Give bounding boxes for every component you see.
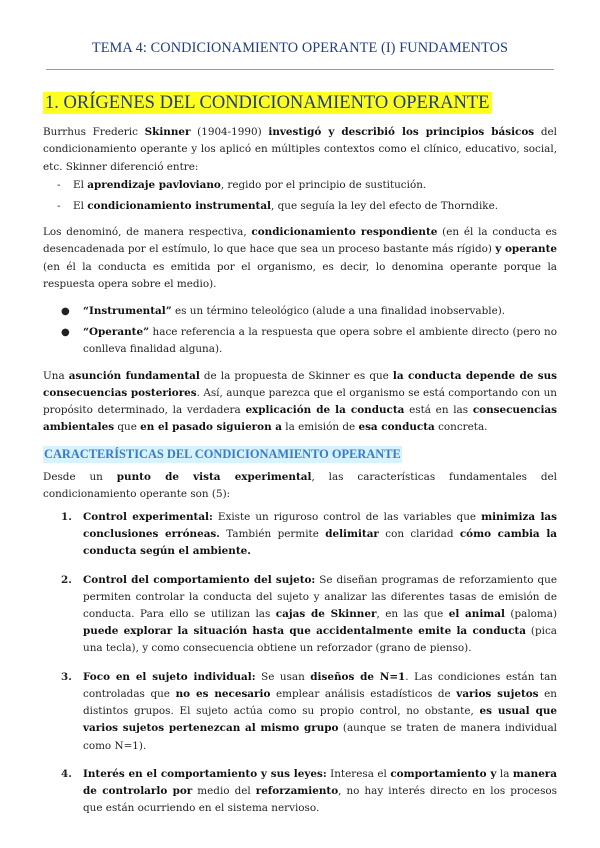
subsection-heading-characteristics: CARACTERÍSTICAS DEL CONDICIONAMIENTO OPERANTE xyxy=(44,447,401,462)
paragraph-skinner-intro: Burrhus Frederic Skinner (1904-1990) investigó y describió los principios básicos del condicionamiento operante y los aplicó en múltiples contextos como el clínico, educativo, social, etc. Skinner diferenció entre: xyxy=(43,126,557,173)
paragraph-respondent-operant: Los denominó, de manera respectiva, condicionamiento respondiente (en él la conducta es desencadenada por el estímulo, lo que hace que sea un proceso bastante más rígido) y operante (en él la conducta es emitida por el organismo, es decir, lo denomina operante porque la respuesta opera sobre el medio). xyxy=(43,226,557,290)
list-item: - El condicionamiento instrumental, que seguía la ley del efecto de Thorndike. xyxy=(57,200,499,213)
paragraph-fundamental-assumption: Una asunción fundamental de la propuesta de Skinner es que la conducta depende de sus consecuencias posteriores. Así, aunque parezca que el organismo se está comportando con un propósito determinado, la verdadera explicación de la conducta está en las consecuencias ambientales que en el pasado siguieron a la emisión de esa conducta concreta. xyxy=(43,369,557,434)
list-item: - El aprendizaje pavloviano, regido por el principio de sustitución. xyxy=(57,178,427,191)
list-item: 2. Control del comportamiento del sujeto: Se diseñan programas de reforzamiento que permiten controlar la conducta del sujeto y analizar las diferentes tasas de emisión de conducta. Para ello se utilizan las cajas de Skinner, en las que el animal (paloma) puede explorar la situación hasta que accidentalmente emite la conducta (pica una tecla), y como consecuencia obtiene un reforzador (grano de pienso). xyxy=(61,573,557,655)
list-item: 1. Control experimental: Existe un riguroso control de las variables que minimiza las conclusiones erróneas. También permite delimitar con claridad cómo cambia la conducta según el ambiente. xyxy=(61,511,557,558)
list-item: ● “Instrumental” es un término teleológico (alude a una finalidad inobservable). xyxy=(61,305,506,318)
page-header-title: TEMA 4: CONDICIONAMIENTO OPERANTE (I) FUNDAMENTOS xyxy=(91,40,509,56)
dash-list xyxy=(43,177,557,215)
list-item: 3. Foco en el sujeto individual: Se usan diseños de N=1. Las condiciones están tan controladas que no es necesario emplear análisis estadísticos de varios sujetos en distintos grupos. El sujeto actúa como su propio control, no obstante, es usual que varios sujetos pertenezcan al mismo grupo (aunque se traten de manera individual como N=1). xyxy=(61,670,558,752)
header-divider xyxy=(46,69,554,70)
paragraph-characteristics-intro: Desde un punto de vista experimental, las características fundamentales del condicionamiento operante son (5): xyxy=(43,470,557,500)
numbered-list xyxy=(43,509,557,817)
list-item: 4. Interés en el comportamiento y sus leyes: Interesa el comportamiento y la manera de controlarlo por medio del reforzamiento, no hay interés directo en los procesos que están ocurriendo en el sistema nervioso. xyxy=(61,767,558,815)
bullet-list xyxy=(43,303,557,359)
list-item: ● “Operante” hace referencia a la respuesta que opera sobre el ambiente directo (pero no conlleva finalidad alguna). xyxy=(61,326,557,356)
section-heading-origins: 1. ORÍGENES DEL CONDICIONAMIENTO OPERANTE xyxy=(45,93,490,113)
document-body xyxy=(43,92,557,828)
